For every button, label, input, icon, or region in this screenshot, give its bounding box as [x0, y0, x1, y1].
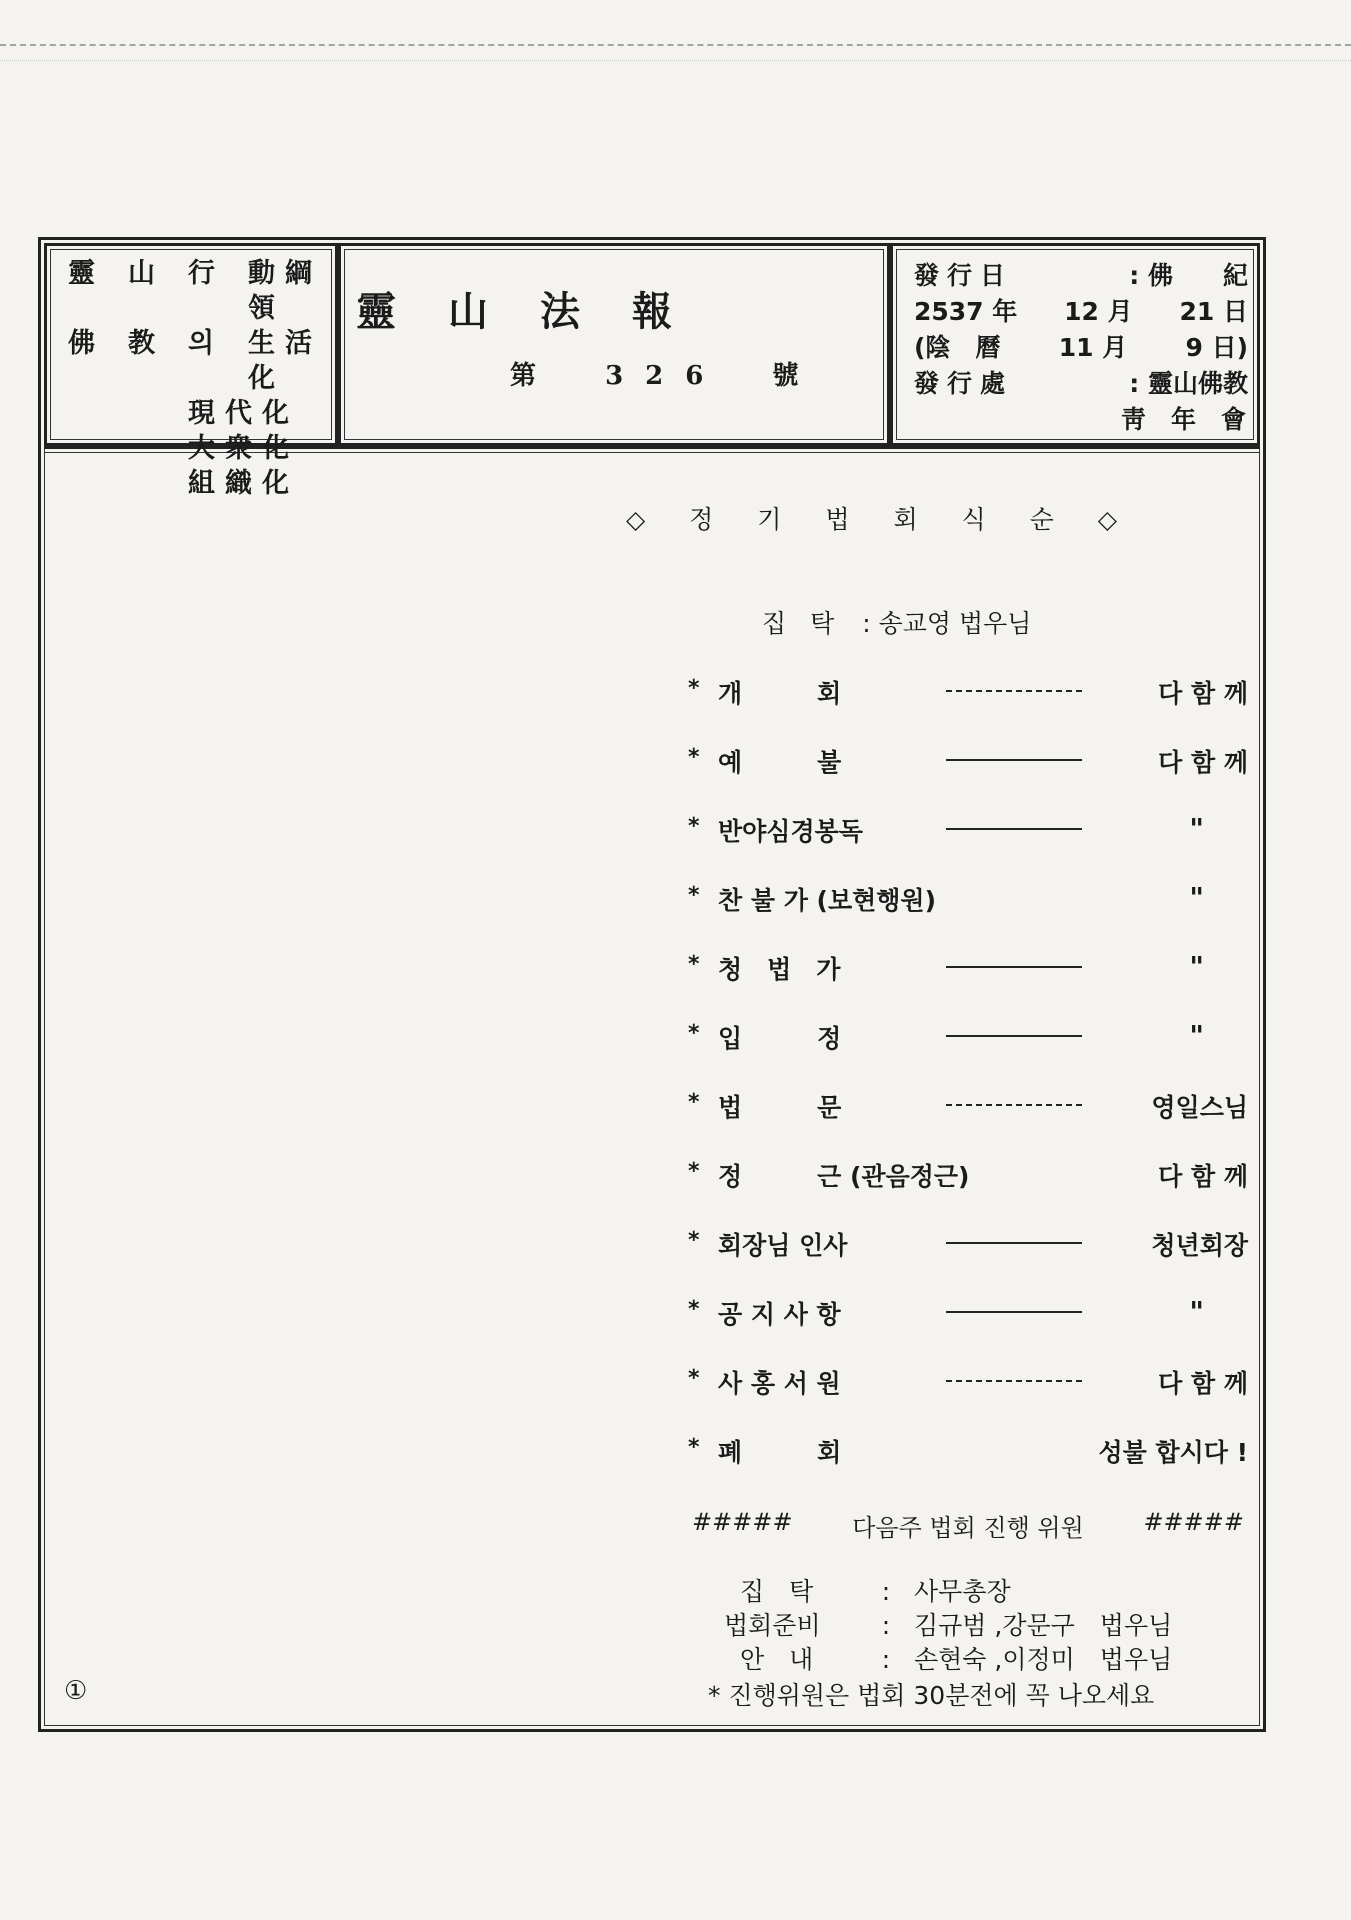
presider-value: : 송교영 법우님: [862, 609, 1032, 638]
program-item-name: 공 지 사 항: [718, 1300, 841, 1329]
leader-line: [946, 966, 1082, 968]
program-item-name: 폐 회: [718, 1438, 842, 1467]
program-item: [688, 1226, 1248, 1260]
slogan-char: 靈: [68, 258, 101, 289]
bullet-star: *: [688, 1159, 700, 1184]
next-week-label: 안 내: [740, 1645, 814, 1674]
program-item-performer: ": [1189, 1295, 1204, 1328]
program-item: [688, 1088, 1248, 1122]
leader-line: [946, 690, 1082, 692]
hash-decoration: #####: [692, 1508, 793, 1536]
bullet-star: *: [688, 1366, 700, 1391]
next-week-label: 법회준비: [724, 1611, 821, 1640]
colon: :: [881, 1577, 891, 1606]
program-item: [688, 881, 1248, 915]
pub-year: 2537 年: [914, 297, 1018, 326]
slogan-char: 佛: [68, 328, 101, 359]
pub-date-label: 發行日: [914, 261, 1014, 290]
program-item-name: 회장님 인사: [718, 1231, 848, 1260]
issue-prefix: 第: [510, 361, 537, 391]
leader-line: [946, 1242, 1082, 1244]
lunar-month: 11 月: [1058, 333, 1128, 362]
leader-line: [946, 1104, 1082, 1106]
bullet-star: *: [688, 676, 700, 701]
leader-line: [946, 1380, 1082, 1382]
program-item-name: 개 회: [718, 679, 842, 708]
leader-line: [946, 759, 1082, 761]
pub-date-era: : 佛 紀: [1129, 261, 1248, 290]
program-item-name: 사 홍 서 원: [718, 1369, 841, 1398]
bullet-star: *: [688, 1297, 700, 1322]
program-item-performer: 다 함 께: [1158, 1369, 1248, 1398]
volunteer-note: * 진행위원은 법회 30분전에 꼭 나오세요: [708, 1681, 1155, 1710]
program-item-performer: ": [1189, 950, 1204, 983]
publication-info: [914, 258, 1260, 438]
program-item-name: 정 근 (관음정근): [718, 1162, 970, 1191]
next-week-value: 김규범 ,강문구 법우님: [914, 1611, 1173, 1640]
slogan-line: 大衆化: [188, 433, 299, 464]
bullet-star: *: [688, 883, 700, 908]
bullet-star: *: [688, 952, 700, 977]
bullet-star: *: [688, 814, 700, 839]
issue-line: [356, 355, 876, 392]
slogan: [68, 256, 328, 501]
program-item: [688, 1364, 1248, 1398]
program-item-performer: 영일스님: [1151, 1093, 1248, 1122]
bullet-star: *: [688, 1228, 700, 1253]
presider-line: [762, 604, 1031, 640]
program-item: [688, 674, 1248, 708]
bullet-star: *: [688, 1435, 700, 1460]
program-item-performer: 다 함 께: [1158, 679, 1248, 708]
program-item: [688, 1019, 1248, 1053]
colon: :: [881, 1611, 891, 1640]
leader-line: [946, 1035, 1082, 1037]
pub-day: 21 日: [1179, 297, 1248, 326]
program-item-performer: 다 함 께: [1158, 1162, 1248, 1191]
slogan-char: 教: [128, 328, 161, 359]
program-item: [688, 743, 1248, 777]
next-week-row: [740, 1640, 1280, 1676]
masthead: [356, 280, 876, 392]
scan-edge-line: [0, 60, 1351, 61]
issue-suffix: 號: [772, 361, 799, 391]
bullet-star: *: [688, 745, 700, 770]
program-item-name: 청 법 가: [718, 955, 841, 984]
program-item-name: 예 불: [718, 748, 842, 777]
program-item-name: 찬 불 가 (보현행원): [718, 886, 937, 915]
program-item: [688, 812, 1248, 846]
program-item-name: 입 정: [718, 1024, 842, 1053]
page-number: ①: [64, 1676, 88, 1706]
slogan-char: 의: [188, 328, 221, 359]
next-week-title: [692, 1508, 1244, 1543]
bullet-star: *: [688, 1021, 700, 1046]
next-week-label: 집 탁: [740, 1577, 814, 1606]
slogan-char: 山: [128, 258, 161, 289]
publisher-label: 發行處: [914, 369, 1014, 398]
program-item-performer: 다 함 께: [1158, 748, 1248, 777]
program-item-performer: ": [1189, 1019, 1204, 1052]
scan-edge-line: [0, 44, 1351, 46]
program-item-performer: ": [1189, 881, 1204, 914]
next-week-row: [724, 1606, 1264, 1642]
lunar-label: (陰 曆: [914, 333, 1001, 362]
presider-label: 집 탁: [762, 609, 843, 638]
slogan-line: 組織化: [188, 468, 299, 499]
slogan-line: 現代化: [188, 398, 299, 429]
bullet-star: *: [688, 1090, 700, 1115]
program-item: [688, 950, 1248, 984]
issue-number: 326: [605, 361, 726, 391]
next-week-value: 사무총장: [914, 1577, 1011, 1606]
program-item: [688, 1157, 1248, 1191]
program-item-performer: 성불 합시다 !: [1098, 1438, 1248, 1467]
program-item-performer: 청년회장: [1151, 1231, 1248, 1260]
publisher-name: : 靈山佛教: [1129, 369, 1248, 398]
colon: :: [881, 1645, 891, 1674]
program-item: [688, 1295, 1248, 1329]
pub-month: 12 月: [1064, 297, 1133, 326]
leader-line: [946, 828, 1082, 830]
next-week-value: 손현숙 ,이정미 법우님: [914, 1645, 1173, 1674]
program-item-name: 반야심경봉독: [718, 817, 863, 846]
leader-line: [946, 1311, 1082, 1313]
next-week-row: [740, 1572, 1280, 1608]
hash-decoration: #####: [1143, 1508, 1244, 1536]
slogan-line: 生活化: [248, 328, 322, 394]
program-item-performer: ": [1189, 812, 1204, 845]
program-title: ◇ 정 기 법 회 식 순 ◇: [626, 505, 1119, 534]
program-item: [688, 1433, 1248, 1467]
next-week-heading: 다음주 법회 진행 위원: [852, 1514, 1084, 1542]
slogan-char: 行: [188, 258, 221, 289]
program-item-name: 법 문: [718, 1093, 842, 1122]
newsletter-title: 靈山法報: [356, 288, 724, 335]
publisher-name-cont: 靑 年 會: [1120, 405, 1246, 434]
lunar-day: 9 日): [1185, 333, 1248, 362]
slogan-line: 動綱領: [248, 258, 322, 324]
